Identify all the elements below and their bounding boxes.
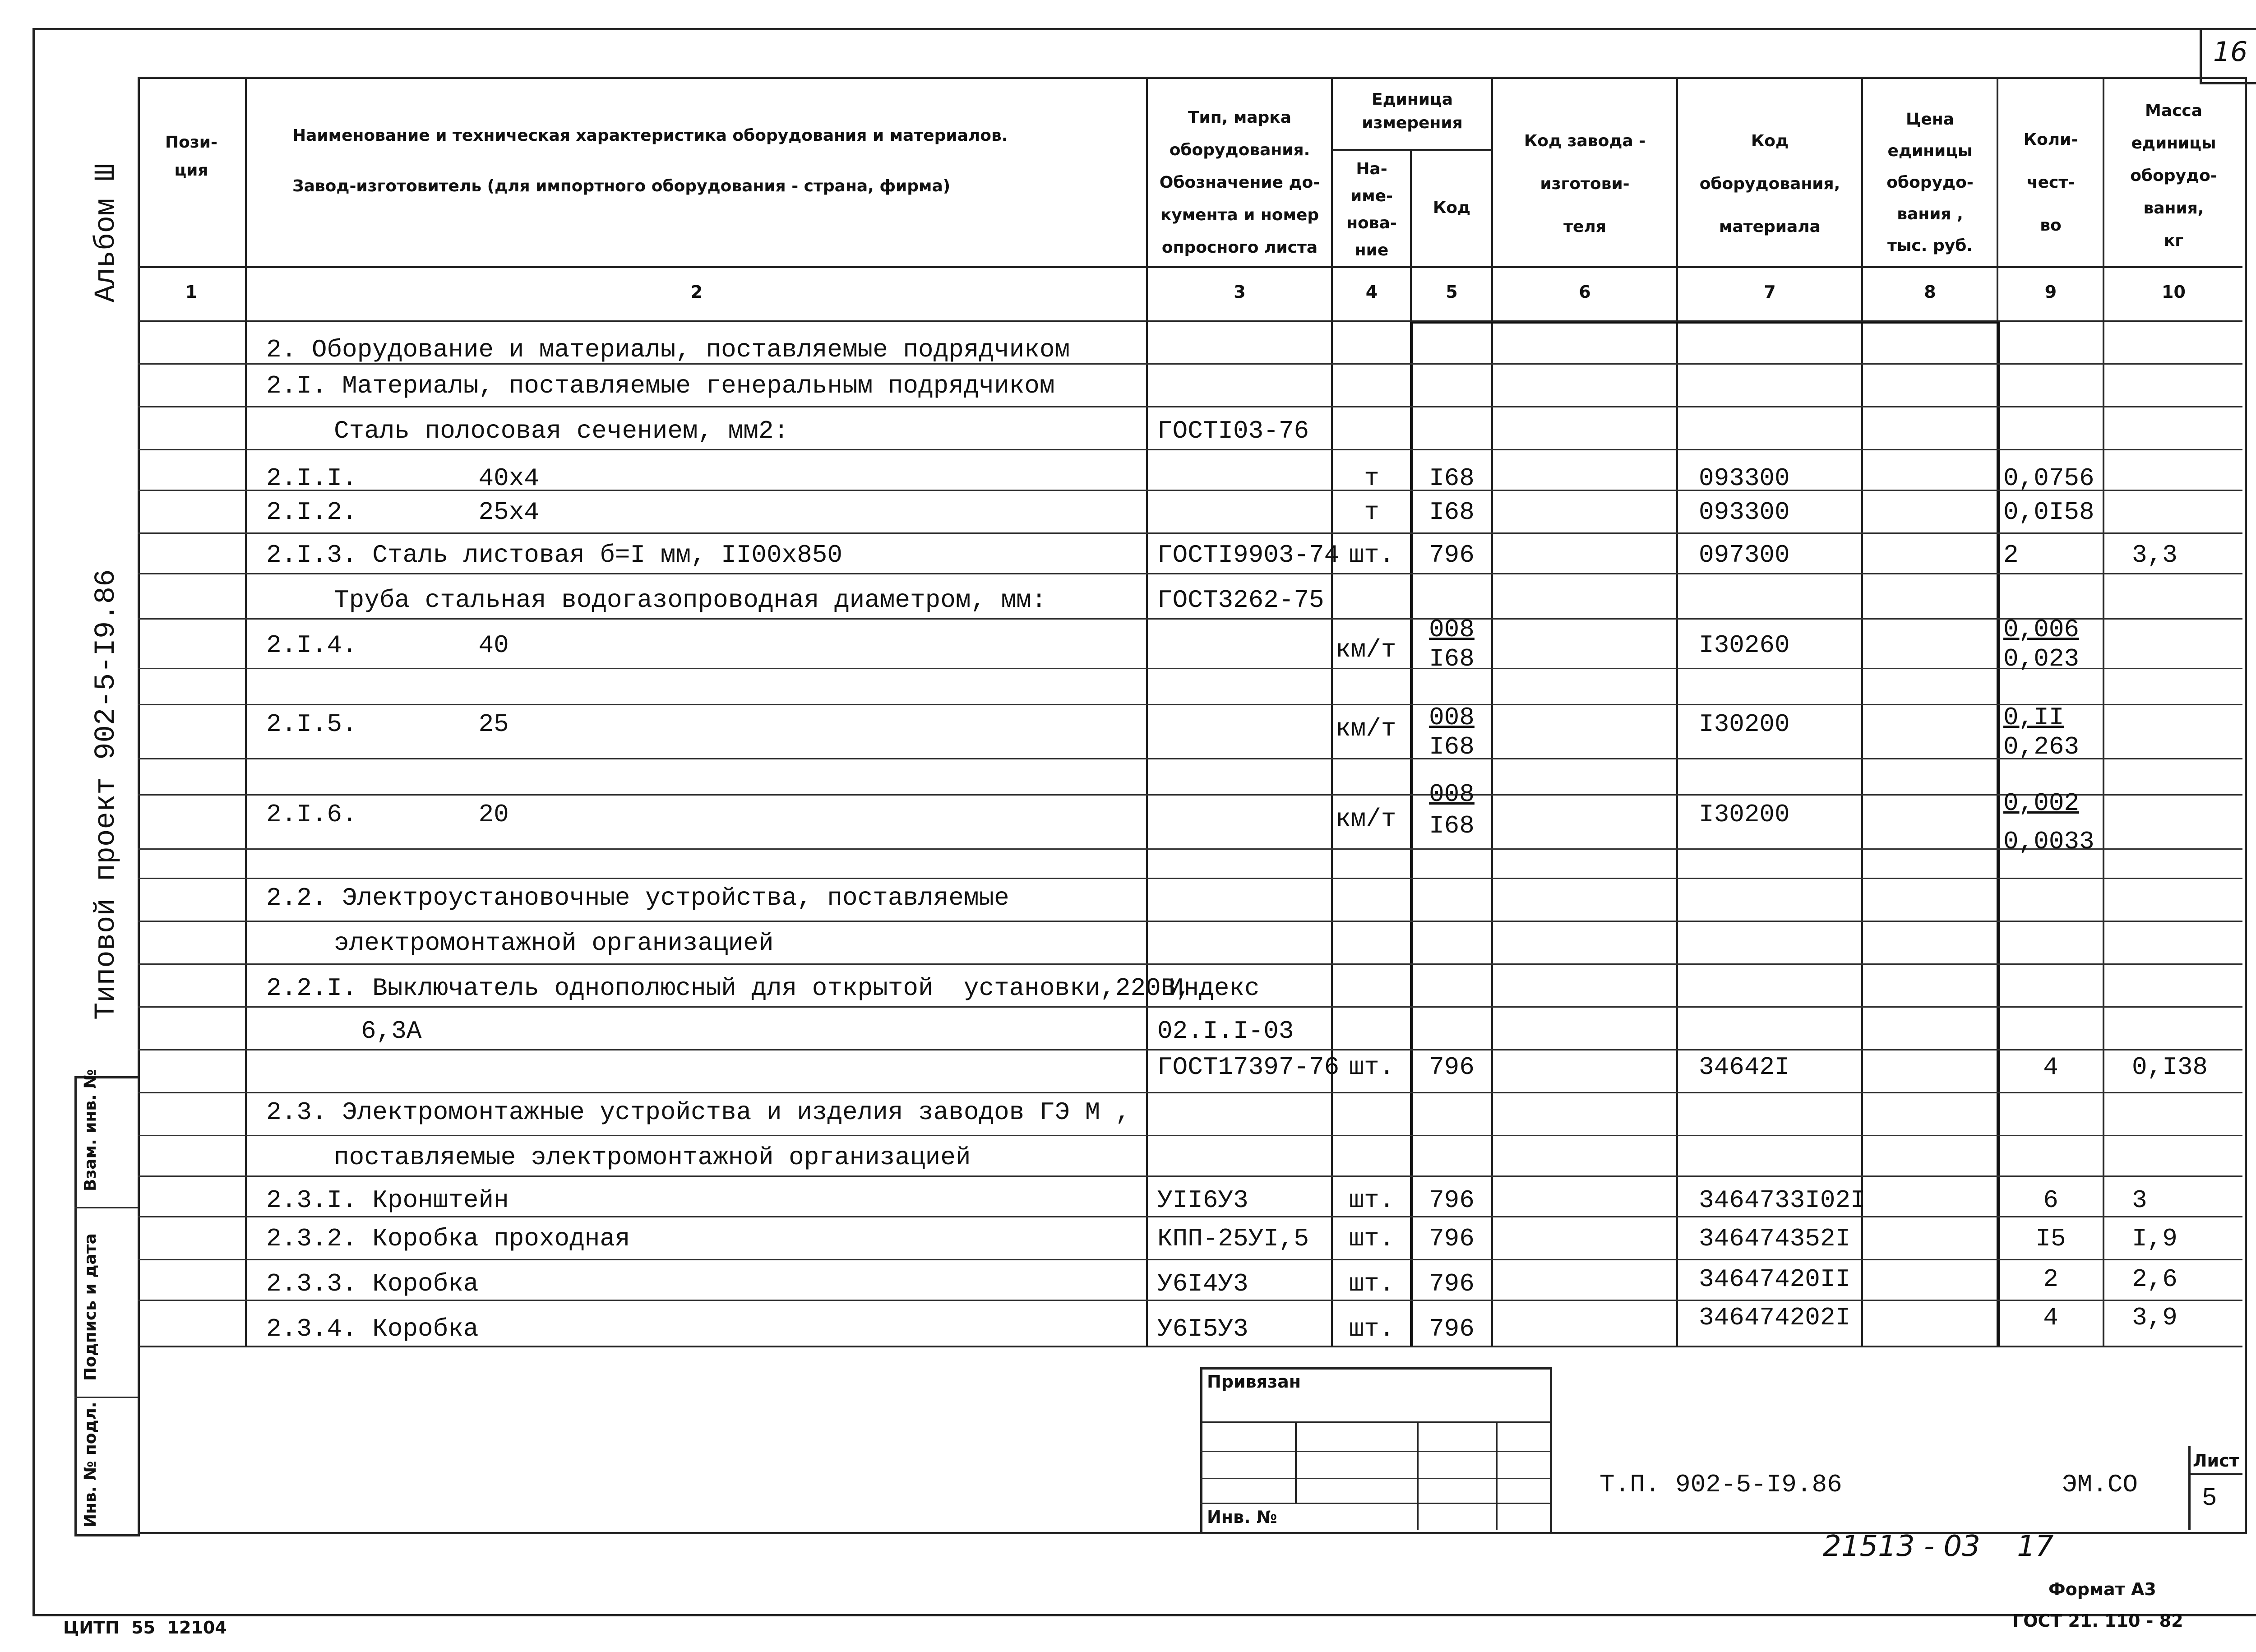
row-9-ucode-bot: I68 bbox=[1429, 811, 1475, 840]
hdr-qty: Коли- чест- во bbox=[2023, 130, 2078, 235]
row-17-unit: шт. bbox=[1349, 1186, 1395, 1215]
hdr-unit: Единица измерения bbox=[1362, 90, 1463, 132]
row-1-name: 2.I. Материалы, поставляемые генеральным подрядчиком bbox=[266, 371, 1055, 400]
privyazan-label: Привязан bbox=[1207, 1372, 1301, 1392]
row-12-name: 2.2.I. Выключатель однополюсный для открытой установки,220В, bbox=[266, 974, 1191, 1003]
row-5-qty: 2 bbox=[2003, 541, 2019, 569]
row-18-type: КПП-25УI,5 bbox=[1157, 1224, 1309, 1253]
row-19-mass: 2,6 bbox=[2132, 1265, 2177, 1294]
row-11-name: электромонтажной организацией bbox=[334, 929, 774, 958]
row-17-mass: 3 bbox=[2132, 1186, 2147, 1215]
row-13-type: 02.I.I-03 bbox=[1157, 1017, 1294, 1046]
col-num-3: 3 bbox=[1234, 282, 1246, 302]
row-7-ucode-top: 008 bbox=[1429, 615, 1475, 644]
hdr-unit-name: На- име- нова- ние bbox=[1346, 160, 1397, 259]
row-5-code: 097300 bbox=[1699, 541, 1790, 569]
row-7-ucode-bot: I68 bbox=[1429, 644, 1475, 673]
row-8-unit: км/т bbox=[1336, 714, 1396, 743]
col-num-5: 5 bbox=[1446, 282, 1458, 302]
row-3-qty: 0,0756 bbox=[2003, 464, 2094, 493]
row-20-mass: 3,9 bbox=[2132, 1303, 2177, 1332]
row-19-qty: 2 bbox=[2043, 1265, 2058, 1294]
row-5-mass: 3,3 bbox=[2132, 541, 2177, 569]
row-9-unit: км/т bbox=[1336, 805, 1396, 833]
row-0-name: 2. Оборудование и материалы, поставляемые подрядчиком bbox=[266, 335, 1070, 364]
row-14-unit: шт. bbox=[1349, 1053, 1395, 1082]
row-8-ucode-bot: I68 bbox=[1429, 732, 1475, 761]
row-19-name: 2.3.3. Коробка bbox=[266, 1269, 479, 1298]
row-8-qty-top: 0,II bbox=[2003, 703, 2064, 732]
row-20-code: 346474202I bbox=[1699, 1303, 1851, 1332]
row-9-code: I30200 bbox=[1699, 800, 1790, 829]
citp-label: ЦИТП 55 12104 bbox=[63, 1618, 227, 1638]
row-6-type: ГОСТ3262-75 bbox=[1157, 586, 1324, 615]
row-14-ucode: 796 bbox=[1429, 1053, 1475, 1082]
side-stamp-podpis: Подпись и дата bbox=[81, 1233, 100, 1381]
row-5-unit: шт. bbox=[1349, 541, 1395, 569]
list-number: 5 bbox=[2202, 1484, 2217, 1513]
row-9-qty-bot: 0,0033 bbox=[2003, 827, 2094, 856]
row-5-ucode: 796 bbox=[1429, 541, 1475, 569]
row-8-code: I30200 bbox=[1699, 710, 1790, 739]
row-4-ucode: I68 bbox=[1429, 498, 1475, 527]
col-num-4: 4 bbox=[1365, 282, 1378, 302]
row-20-unit: шт. bbox=[1349, 1314, 1395, 1343]
row-18-code: 346474352I bbox=[1699, 1224, 1851, 1253]
row-3-name: 2.I.I. 40x4 bbox=[266, 464, 539, 493]
row-14-mass: 0,I38 bbox=[2132, 1053, 2208, 1082]
row-17-code: 3464733I02I bbox=[1699, 1186, 1866, 1215]
row-3-ucode: I68 bbox=[1429, 464, 1475, 493]
row-4-qty: 0,0I58 bbox=[2003, 498, 2094, 527]
col-num-6: 6 bbox=[1579, 282, 1591, 302]
row-6-name: Труба стальная водогазопроводная диаметром, мм: bbox=[334, 586, 1047, 615]
row-20-type: У6I5У3 bbox=[1157, 1314, 1248, 1343]
col-num-1: 1 bbox=[185, 282, 198, 302]
hdr-unit-code: Код bbox=[1433, 199, 1471, 217]
row-8-name: 2.I.5. 25 bbox=[266, 710, 509, 739]
row-18-unit: шт. bbox=[1349, 1224, 1395, 1253]
row-12-type: Индекс bbox=[1169, 974, 1260, 1003]
row-14-qty: 4 bbox=[2043, 1053, 2058, 1082]
row-19-ucode: 796 bbox=[1429, 1269, 1475, 1298]
row-7-qty-bot: 0,023 bbox=[2003, 644, 2080, 673]
row-5-type: ГОСТI9903-74 bbox=[1157, 541, 1340, 569]
row-7-name: 2.I.4. 40 bbox=[266, 631, 509, 660]
row-9-name: 2.I.6. 20 bbox=[266, 800, 509, 829]
row-13-name: 6,3А bbox=[361, 1017, 422, 1046]
row-18-qty: I5 bbox=[2035, 1224, 2066, 1253]
row-19-unit: шт. bbox=[1349, 1269, 1395, 1298]
row-7-qty-top: 0,006 bbox=[2003, 615, 2080, 644]
format-label: Формат А3 bbox=[2048, 1579, 2156, 1599]
row-3-code: 093300 bbox=[1699, 464, 1790, 493]
list-label: Лист bbox=[2193, 1451, 2239, 1471]
hdr-price: Цена единицы оборудо- вания , тыс. руб. bbox=[1886, 110, 1974, 255]
row-14-code: 34642I bbox=[1699, 1053, 1790, 1082]
row-3-unit: т bbox=[1364, 464, 1379, 493]
side-album-label: Альбом Ш bbox=[90, 163, 123, 302]
row-20-qty: 4 bbox=[2043, 1303, 2058, 1332]
row-9-ucode-top: 008 bbox=[1429, 780, 1475, 809]
row-2-name: Сталь полосовая сечением, мм2: bbox=[334, 416, 789, 445]
col-num-9: 9 bbox=[2044, 282, 2057, 302]
row-7-code: I30260 bbox=[1699, 631, 1790, 660]
hdr-factory-code: Код завода - изготови- теля bbox=[1524, 132, 1646, 236]
row-15-name: 2.3. Электромонтажные устройства и изделия заводов ГЭ М , bbox=[266, 1098, 1131, 1127]
row-9-qty-top: 0,002 bbox=[2003, 789, 2080, 818]
col-num-2: 2 bbox=[690, 282, 703, 302]
row-4-unit: т bbox=[1364, 498, 1379, 527]
hdr-name: Наименование и техническая характеристика оборудования и материалов. Завод-изготовитель (для импортного оборудования - страна, фирма) bbox=[292, 126, 1008, 195]
hdr-type: Тип, марка оборудования. Обозначение до- кумента и номер опросного листа bbox=[1159, 108, 1320, 257]
doc-code: Т.П. 902-5-I9.86 bbox=[1600, 1470, 1842, 1499]
row-5-name: 2.I.3. Сталь листовая б=I мм, II00x850 bbox=[266, 541, 843, 569]
row-17-name: 2.3.I. Кронштейн bbox=[266, 1186, 509, 1215]
row-20-name: 2.3.4. Коробка bbox=[266, 1314, 479, 1343]
row-17-ucode: 796 bbox=[1429, 1186, 1475, 1215]
row-10-name: 2.2. Электроустановочные устройства, поставляемые bbox=[266, 884, 1009, 912]
inv-no-label: Инв. № bbox=[1207, 1507, 1277, 1527]
hdr-material-code: Код оборудования, материала bbox=[1699, 132, 1840, 236]
side-project-label: Типовой проект 902-5-I9.86 bbox=[90, 569, 123, 1020]
row-19-type: У6I4У3 bbox=[1157, 1269, 1248, 1298]
row-4-code: 093300 bbox=[1699, 498, 1790, 527]
sheet-mark: 16 bbox=[2213, 36, 2248, 68]
row-20-ucode: 796 bbox=[1429, 1314, 1475, 1343]
row-14-type: ГОСТ17397-76 bbox=[1157, 1053, 1340, 1082]
row-16-name: поставляемые электромонтажной организацией bbox=[334, 1143, 971, 1172]
side-stamp-inv: Инв. № подл. bbox=[81, 1402, 100, 1527]
row-8-ucode-top: 008 bbox=[1429, 703, 1475, 732]
doc-mark: ЭМ.СО bbox=[2062, 1470, 2138, 1499]
row-18-ucode: 796 bbox=[1429, 1224, 1475, 1253]
hdr-pos: Пози- ция bbox=[165, 133, 217, 180]
col-num-10: 10 bbox=[2162, 282, 2186, 302]
row-7-unit: км/т bbox=[1336, 635, 1396, 664]
gost-label: ГОСТ 21. 110 - 82 bbox=[2012, 1611, 2183, 1631]
row-18-name: 2.3.2. Коробка проходная bbox=[266, 1224, 630, 1253]
col-num-7: 7 bbox=[1764, 282, 1776, 302]
row-2-type: ГОСТI03-76 bbox=[1157, 416, 1309, 445]
side-stamp-vzam: Взам. инв. № bbox=[81, 1069, 100, 1191]
row-17-qty: 6 bbox=[2043, 1186, 2058, 1215]
row-8-qty-bot: 0,263 bbox=[2003, 732, 2080, 761]
col-num-8: 8 bbox=[1924, 282, 1936, 302]
handwritten-number: 21513 - 03 17 bbox=[1823, 1530, 2054, 1563]
hdr-mass: Масса единицы оборудо- вания, кг bbox=[2130, 102, 2217, 250]
row-19-code: 34647420II bbox=[1699, 1265, 1851, 1294]
row-17-type: УII6У3 bbox=[1157, 1186, 1248, 1215]
row-4-name: 2.I.2. 25x4 bbox=[266, 498, 539, 527]
row-18-mass: I,9 bbox=[2132, 1224, 2177, 1253]
